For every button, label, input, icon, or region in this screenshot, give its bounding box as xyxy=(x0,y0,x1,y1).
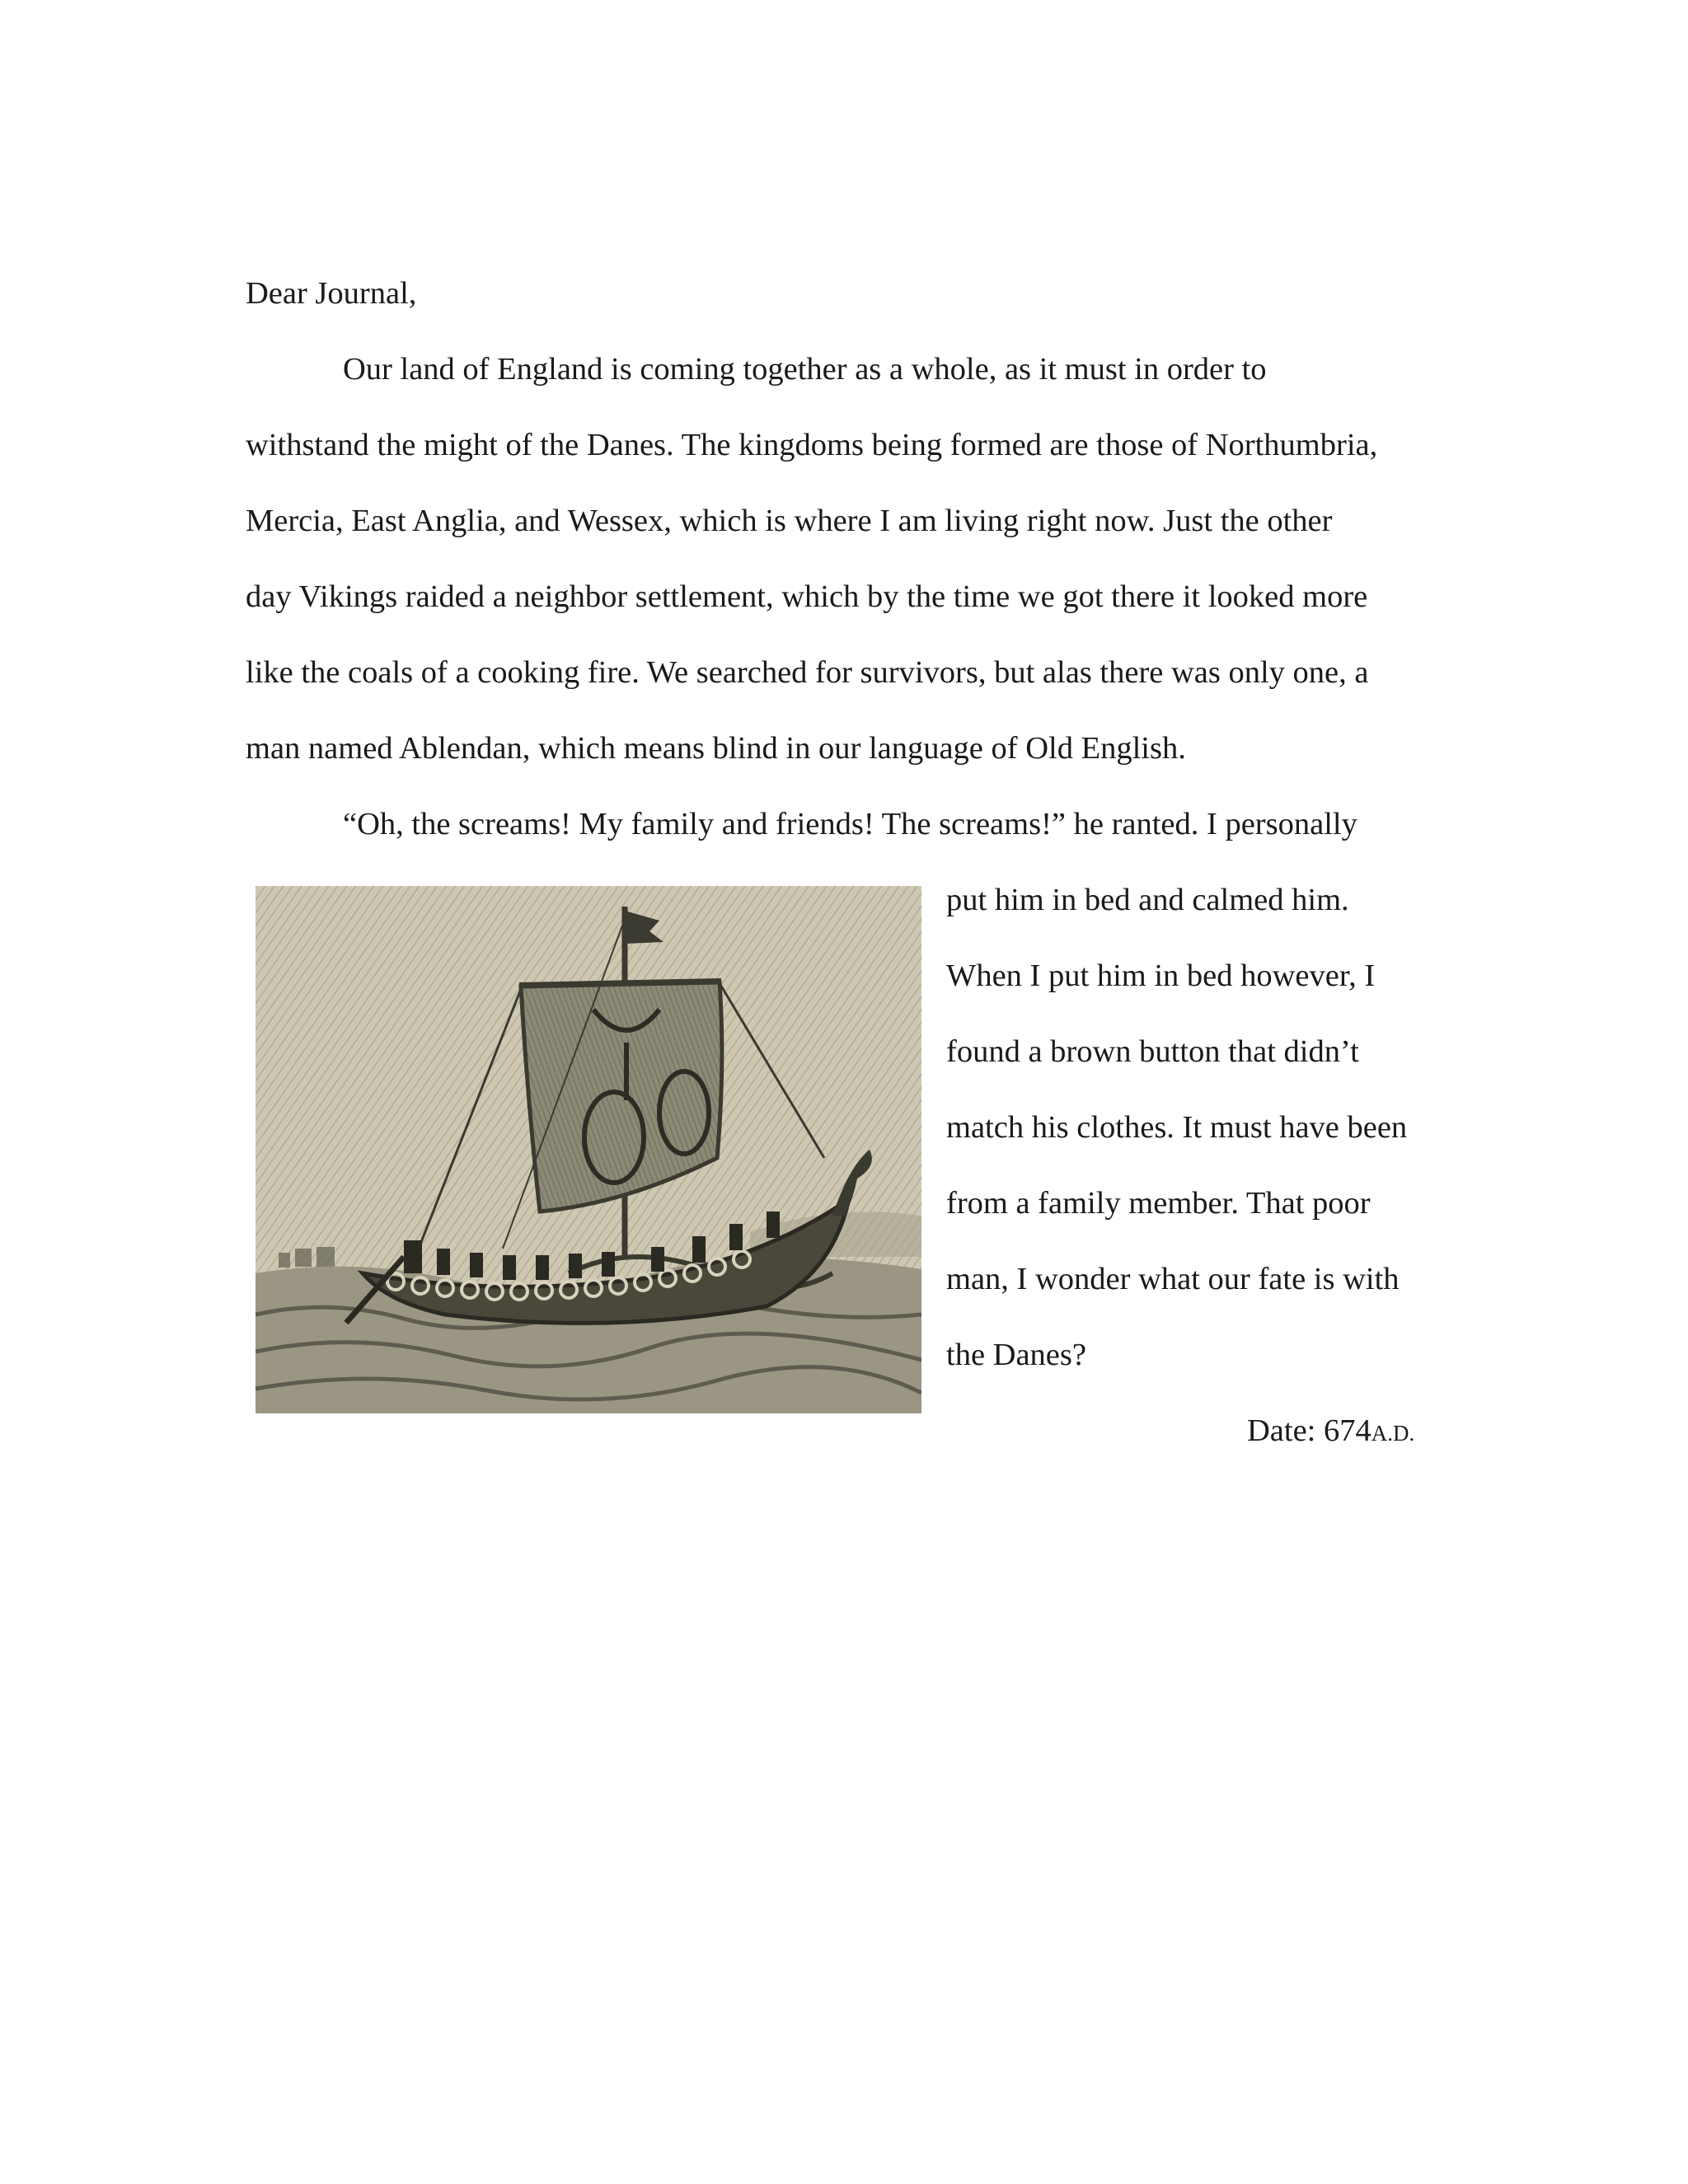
paragraph-1-line-5: like the coals of a cooking fire. We searched for survivors, but alas there was only one, a xyxy=(246,655,1369,690)
entry-date-label: Date: 674 xyxy=(1247,1413,1372,1448)
paragraph-2-wrap-line-1: put him in bed and calmed him. xyxy=(946,883,1349,917)
paragraph-2-wrap-line-7: the Danes? xyxy=(946,1338,1086,1372)
paragraph-1-line-2: withstand the might of the Danes. The kingdoms being formed are those of Northumbria, xyxy=(246,428,1378,462)
paragraph-2-wrap-line-2: When I put him in bed however, I xyxy=(946,958,1376,993)
paragraph-2-line-1: “Oh, the screams! My family and friends! The screams!” he ranted. I personally xyxy=(343,807,1357,841)
viking-ship-drawing xyxy=(256,886,921,1413)
entry-date xyxy=(1247,1415,1414,1447)
paragraph-1-line-6: man named Ablendan, which means blind in our language of Old English. xyxy=(246,731,1186,766)
paragraph-2-wrap-line-4: match his clothes. It must have been xyxy=(946,1110,1408,1145)
paragraph-2-wrap-line-3: found a brown button that didn’t xyxy=(946,1034,1359,1069)
salutation: Dear Journal, xyxy=(246,276,417,311)
paragraph-2-wrap-line-5: from a family member. That poor xyxy=(946,1186,1371,1221)
paragraph-1-line-4: day Vikings raided a neighbor settlement, which by the time we got there it looked more xyxy=(246,579,1368,614)
paragraph-2-wrap-line-6: man, I wonder what our fate is with xyxy=(946,1262,1400,1296)
entry-date-era: A.D. xyxy=(1371,1421,1415,1446)
paragraph-1-line-3: Mercia, East Anglia, and Wessex, which is where I am living right now. Just the other xyxy=(246,504,1333,538)
viking-ship-illustration xyxy=(256,886,921,1413)
paragraph-1-line-1: Our land of England is coming together as a whole, as it must in order to xyxy=(343,352,1267,387)
